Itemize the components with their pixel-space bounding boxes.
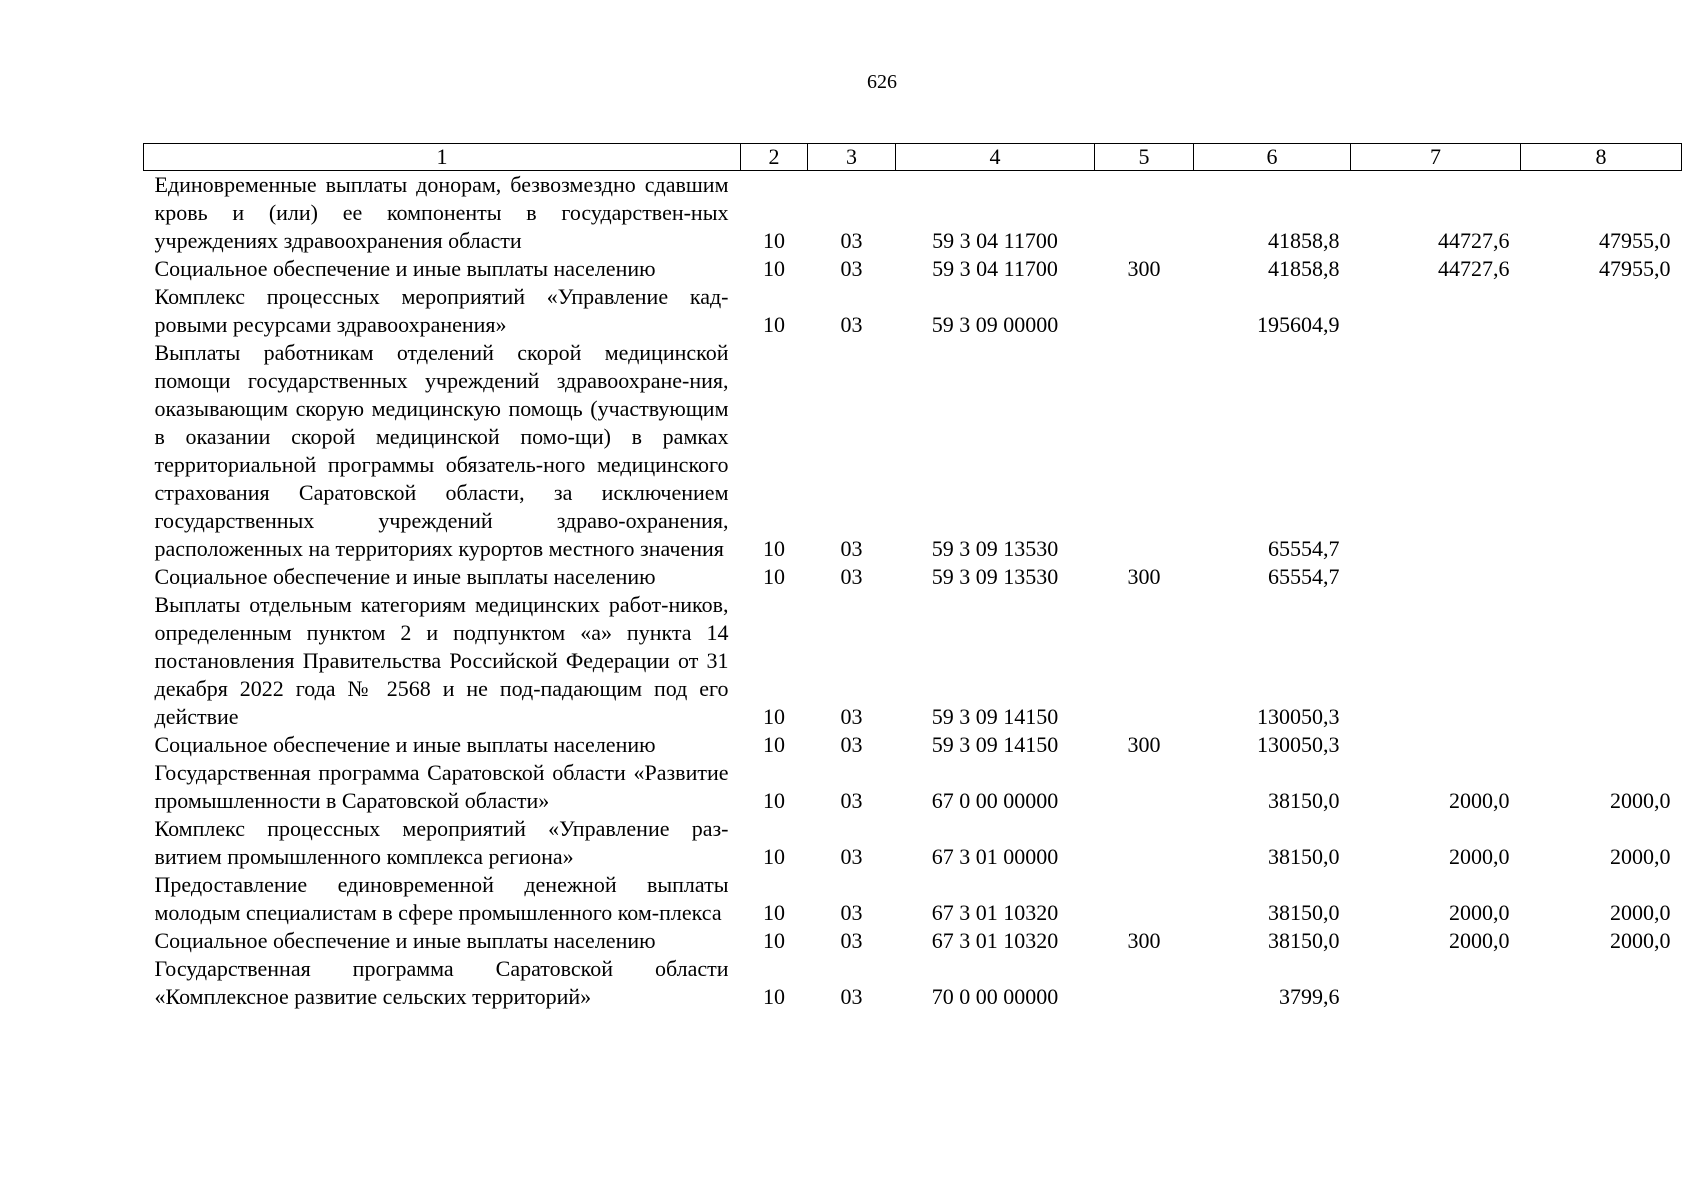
table-row	[144, 591, 1682, 731]
row-section-cell: 10	[763, 844, 785, 869]
column-header: 7	[1351, 144, 1521, 171]
row-amount-1-cell: 38150,0	[1268, 844, 1340, 869]
row-subsection-cell: 03	[840, 564, 863, 589]
row-target-article-cell: 59 3 04 11700	[932, 256, 1058, 281]
row-target-article-cell: 59 3 09 13530	[931, 536, 1059, 561]
table-body	[144, 171, 1682, 1012]
row-name-cell: Государственная программа Саратовской области «Развитие промышленности в Саратовской области»	[154, 760, 729, 813]
row-amount-1-cell: 130050,3	[1257, 704, 1340, 729]
row-target-article-cell: 67 3 01 00000	[931, 844, 1059, 869]
row-amount-2-cell: 44727,6	[1438, 256, 1510, 281]
row-section-cell: 10	[763, 928, 785, 953]
row-name-cell: Выплаты отдельным категориям медицинских работ-ников, определенным пунктом 2 и подпунктом «а» пункта 14 постановления Правительства Российской Федерации от 31 декабря 2022 года № 2568 и не под-падающим под его действие	[154, 592, 729, 729]
row-subsection-cell: 03	[840, 536, 863, 561]
row-section-cell: 10	[763, 256, 785, 281]
row-subsection-cell: 03	[840, 788, 863, 813]
row-amount-3-cell: 47955,0	[1599, 228, 1671, 253]
row-amount-3-cell	[1521, 563, 1682, 591]
row-expense-type-cell: 300	[1127, 256, 1161, 281]
row-subsection-cell: 03	[840, 704, 863, 729]
row-target-article-cell: 59 3 09 00000	[931, 312, 1059, 337]
row-amount-1-cell: 38150,0	[1268, 900, 1340, 925]
row-name-cell: Единовременные выплаты донорам, безвозмездно сдавшим кровь и (или) ее компоненты в государствен-ных учреждениях здравоохранения области	[154, 172, 729, 253]
table-row	[144, 171, 1682, 256]
row-expense-type-cell: 300	[1127, 564, 1161, 589]
table-row	[144, 871, 1682, 927]
row-expense-type-cell: 300	[1127, 928, 1161, 953]
row-subsection-cell: 03	[840, 928, 863, 953]
row-section-cell: 10	[763, 984, 785, 1009]
table-row	[144, 283, 1682, 339]
row-target-article-cell: 59 3 09 14150	[931, 704, 1059, 729]
row-name-cell: Социальное обеспечение и иные выплаты населению	[154, 928, 656, 953]
row-section-cell: 10	[763, 900, 785, 925]
column-header: 3	[808, 144, 896, 171]
row-name-cell: Государственная программа Саратовской области «Комплексное развитие сельских территорий»	[154, 956, 729, 1009]
row-expense-type-cell: 300	[1127, 732, 1161, 757]
row-name-cell: Комплекс процессных мероприятий «Управление раз-витием промышленного комплекса региона»	[154, 816, 729, 869]
row-subsection-cell: 03	[840, 228, 863, 253]
row-target-article-cell: 67 0 00 00000	[931, 788, 1059, 813]
column-header: 4	[896, 144, 1095, 171]
table-row	[144, 927, 1682, 955]
row-expense-type-cell	[1095, 171, 1194, 256]
row-name-cell: Предоставление единовременной денежной выплаты молодым специалистам в сфере промышленного ком-плекса	[154, 872, 729, 925]
row-target-article-cell: 59 3 04 11700	[932, 228, 1058, 253]
row-name-cell: Социальное обеспечение и иные выплаты населению	[154, 732, 656, 757]
table-header	[144, 144, 1682, 171]
row-amount-2-cell	[1351, 283, 1521, 339]
row-amount-1-cell: 130050,3	[1257, 732, 1340, 757]
row-amount-1-cell: 41858,8	[1268, 256, 1340, 281]
row-amount-2-cell: 2000,0	[1449, 844, 1510, 869]
row-amount-3-cell: 2000,0	[1610, 788, 1671, 813]
row-amount-1-cell: 65554,7	[1268, 564, 1340, 589]
row-section-cell: 10	[763, 732, 785, 757]
row-subsection-cell: 03	[840, 312, 863, 337]
table-row	[144, 955, 1682, 1011]
row-amount-1-cell: 65554,7	[1268, 536, 1340, 561]
row-section-cell: 10	[763, 312, 785, 337]
column-header: 6	[1194, 144, 1351, 171]
row-amount-3-cell	[1521, 955, 1682, 1011]
header-row	[144, 144, 1682, 171]
table-row	[144, 815, 1682, 871]
row-subsection-cell: 03	[840, 256, 863, 281]
row-amount-2-cell: 2000,0	[1449, 788, 1510, 813]
row-amount-2-cell: 2000,0	[1449, 900, 1510, 925]
row-target-article-cell: 67 3 01 10320	[931, 928, 1059, 953]
budget-table	[143, 143, 1682, 1011]
column-header: 5	[1095, 144, 1194, 171]
row-amount-2-cell	[1351, 731, 1521, 759]
table-row	[144, 759, 1682, 815]
row-name-cell: Социальное обеспечение и иные выплаты населению	[154, 564, 656, 589]
row-expense-type-cell	[1095, 871, 1194, 927]
column-header: 1	[144, 144, 741, 171]
row-subsection-cell: 03	[840, 900, 863, 925]
row-expense-type-cell	[1095, 339, 1194, 563]
row-amount-3-cell	[1521, 339, 1682, 563]
row-subsection-cell: 03	[840, 732, 863, 757]
table-row	[144, 731, 1682, 759]
row-amount-1-cell: 38150,0	[1268, 928, 1340, 953]
table-row	[144, 255, 1682, 283]
row-amount-2-cell	[1351, 339, 1521, 563]
row-amount-2-cell: 2000,0	[1449, 928, 1510, 953]
table-row	[144, 339, 1682, 563]
column-header: 2	[741, 144, 808, 171]
row-section-cell: 10	[763, 704, 785, 729]
row-section-cell: 10	[763, 788, 785, 813]
row-target-article-cell: 59 3 09 14150	[931, 732, 1059, 757]
row-amount-2-cell: 44727,6	[1438, 228, 1510, 253]
table-row	[144, 563, 1682, 591]
row-amount-3-cell: 2000,0	[1610, 844, 1671, 869]
row-amount-1-cell: 195604,9	[1257, 312, 1340, 337]
row-expense-type-cell	[1095, 815, 1194, 871]
column-header: 8	[1521, 144, 1682, 171]
row-target-article-cell: 59 3 09 13530	[931, 564, 1059, 589]
row-target-article-cell: 70 0 00 00000	[931, 984, 1059, 1009]
row-expense-type-cell	[1095, 955, 1194, 1011]
row-name-cell: Выплаты работникам отделений скорой медицинской помощи государственных учреждений здравоохране-ния, оказывающим скорую медицинскую помощь (участвующим в оказании скорой медицинской помо-щи) в рамках территориальной программы обязатель-ного медицинского страхования Саратовской области, за исключением государственных учреждений здраво-охранения, расположенных на территориях курортов местного значения	[154, 340, 729, 561]
row-name-cell: Социальное обеспечение и иные выплаты населению	[154, 256, 656, 281]
row-section-cell: 10	[763, 564, 785, 589]
row-section-cell: 10	[763, 228, 785, 253]
row-target-article-cell: 67 3 01 10320	[931, 900, 1059, 925]
row-amount-3-cell: 2000,0	[1610, 900, 1671, 925]
row-amount-1-cell: 3799,6	[1279, 984, 1340, 1009]
row-section-cell: 10	[763, 536, 785, 561]
row-amount-2-cell	[1351, 591, 1521, 731]
row-amount-1-cell: 38150,0	[1268, 788, 1340, 813]
row-amount-1-cell: 41858,8	[1268, 228, 1340, 253]
row-amount-3-cell	[1521, 591, 1682, 731]
page-number: 626	[867, 71, 897, 93]
row-expense-type-cell	[1095, 591, 1194, 731]
row-amount-3-cell	[1521, 283, 1682, 339]
row-amount-3-cell: 2000,0	[1610, 928, 1671, 953]
row-amount-2-cell	[1351, 955, 1521, 1011]
row-subsection-cell: 03	[840, 844, 863, 869]
row-amount-3-cell	[1521, 731, 1682, 759]
row-name-cell: Комплекс процессных мероприятий «Управление кад-ровыми ресурсами здравоохранения»	[154, 284, 729, 337]
row-amount-2-cell	[1351, 563, 1521, 591]
row-expense-type-cell	[1095, 283, 1194, 339]
row-amount-3-cell: 47955,0	[1599, 256, 1671, 281]
row-subsection-cell: 03	[840, 984, 863, 1009]
row-expense-type-cell	[1095, 759, 1194, 815]
